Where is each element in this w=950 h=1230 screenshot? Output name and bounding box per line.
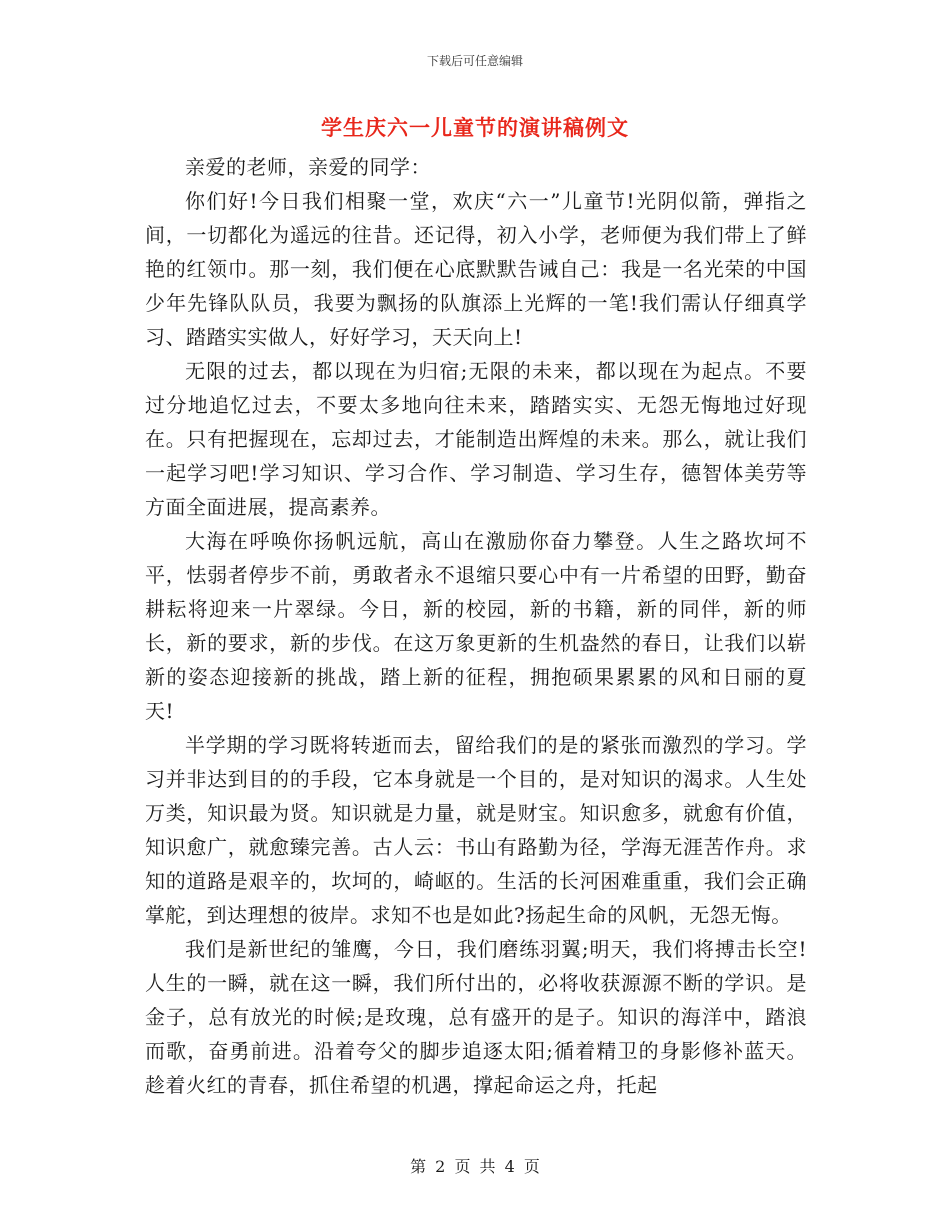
paragraph-study: 半学期的学习既将转逝而去，留给我们的是的紧张而激烈的学习。学习并非达到目的的手段，它本身就是一个目的，是对知识的渴求。人生处万类，知识最为贤。知识就是力量，就是财宝。知识愈多，就愈有价值，知识愈广，就愈臻完善。古人云：书山有路勤为径，学海无涯苦作舟。求知的道路是艰辛的，坎坷的，崎岖的。生活的长河困难重重，我们会正确掌舵，到达理想的彼岸。求知不也是如此?扬起生命的风帆，无怨无悔。 — [145, 733, 807, 927]
page-footer: 第 2 页 共 4 页 — [410, 1157, 540, 1176]
paragraph-salutation: 亲爱的老师，亲爱的同学： — [185, 155, 431, 179]
paragraph-greeting: 你们好!今日我们相聚一堂，欢庆“六一”儿童节!光阴似箭，弹指之间，一切都化为遥远的往昔。还记得，初入小学，老师便为我们带上了鲜艳的红领巾。那一刻，我们便在心底默默告诫自己：我是一名光荣的中国少年先锋队队员，我要为飘扬的队旗添上光辉的一笔!我们需认仔细真学习、踏踏实实做人，好好学习，天天向上! — [145, 189, 807, 349]
paragraph-eagle: 我们是新世纪的雏鹰，今日，我们磨练羽翼;明天，我们将搏击长空!人生的一瞬，就在这一瞬，我们所付出的，必将收获源源不断的学识。是金子，总有放光的时候;是玫瑰，总有盛开的是子。知识的海洋中，踏浪而歌，奋勇前进。沿着夸父的脚步追逐太阳;循着精卫的身影修补蓝天。趁着火红的青春，抓住希望的机遇，撑起命运之舟，托起 — [145, 937, 807, 1097]
header-note: 下载后可任意编辑 — [426, 54, 523, 68]
paragraph-sea: 大海在呼唤你扬帆远航，高山在激励你奋力攀登。人生之路坎坷不平，怯弱者停步不前，勇敢者永不退缩只要心中有一片希望的田野，勤奋耕耘将迎来一片翠绿。今日，新的校园，新的书籍，新的同伴，新的师长，新的要求，新的步伐。在这万象更新的生机盎然的春日，让我们以崭新的姿态迎接新的挑战，踏上新的征程，拥抱硕果累累的风和日丽的夏天! — [145, 529, 807, 723]
document-body — [145, 150, 807, 1102]
paragraph-present: 无限的过去，都以现在为归宿;无限的未来，都以现在为起点。不要过分地追忆过去，不要太多地向往未来，踏踏实实、无怨无悔地过好现在。只有把握现在，忘却过去，才能制造出辉煌的未来。那么，就让我们一起学习吧!学习知识、学习合作、学习制造、学习生存，德智体美劳等方面全面进展，提高素养。 — [145, 359, 807, 519]
page-title: 学生庆六一儿童节的演讲稿例文 — [321, 116, 629, 140]
